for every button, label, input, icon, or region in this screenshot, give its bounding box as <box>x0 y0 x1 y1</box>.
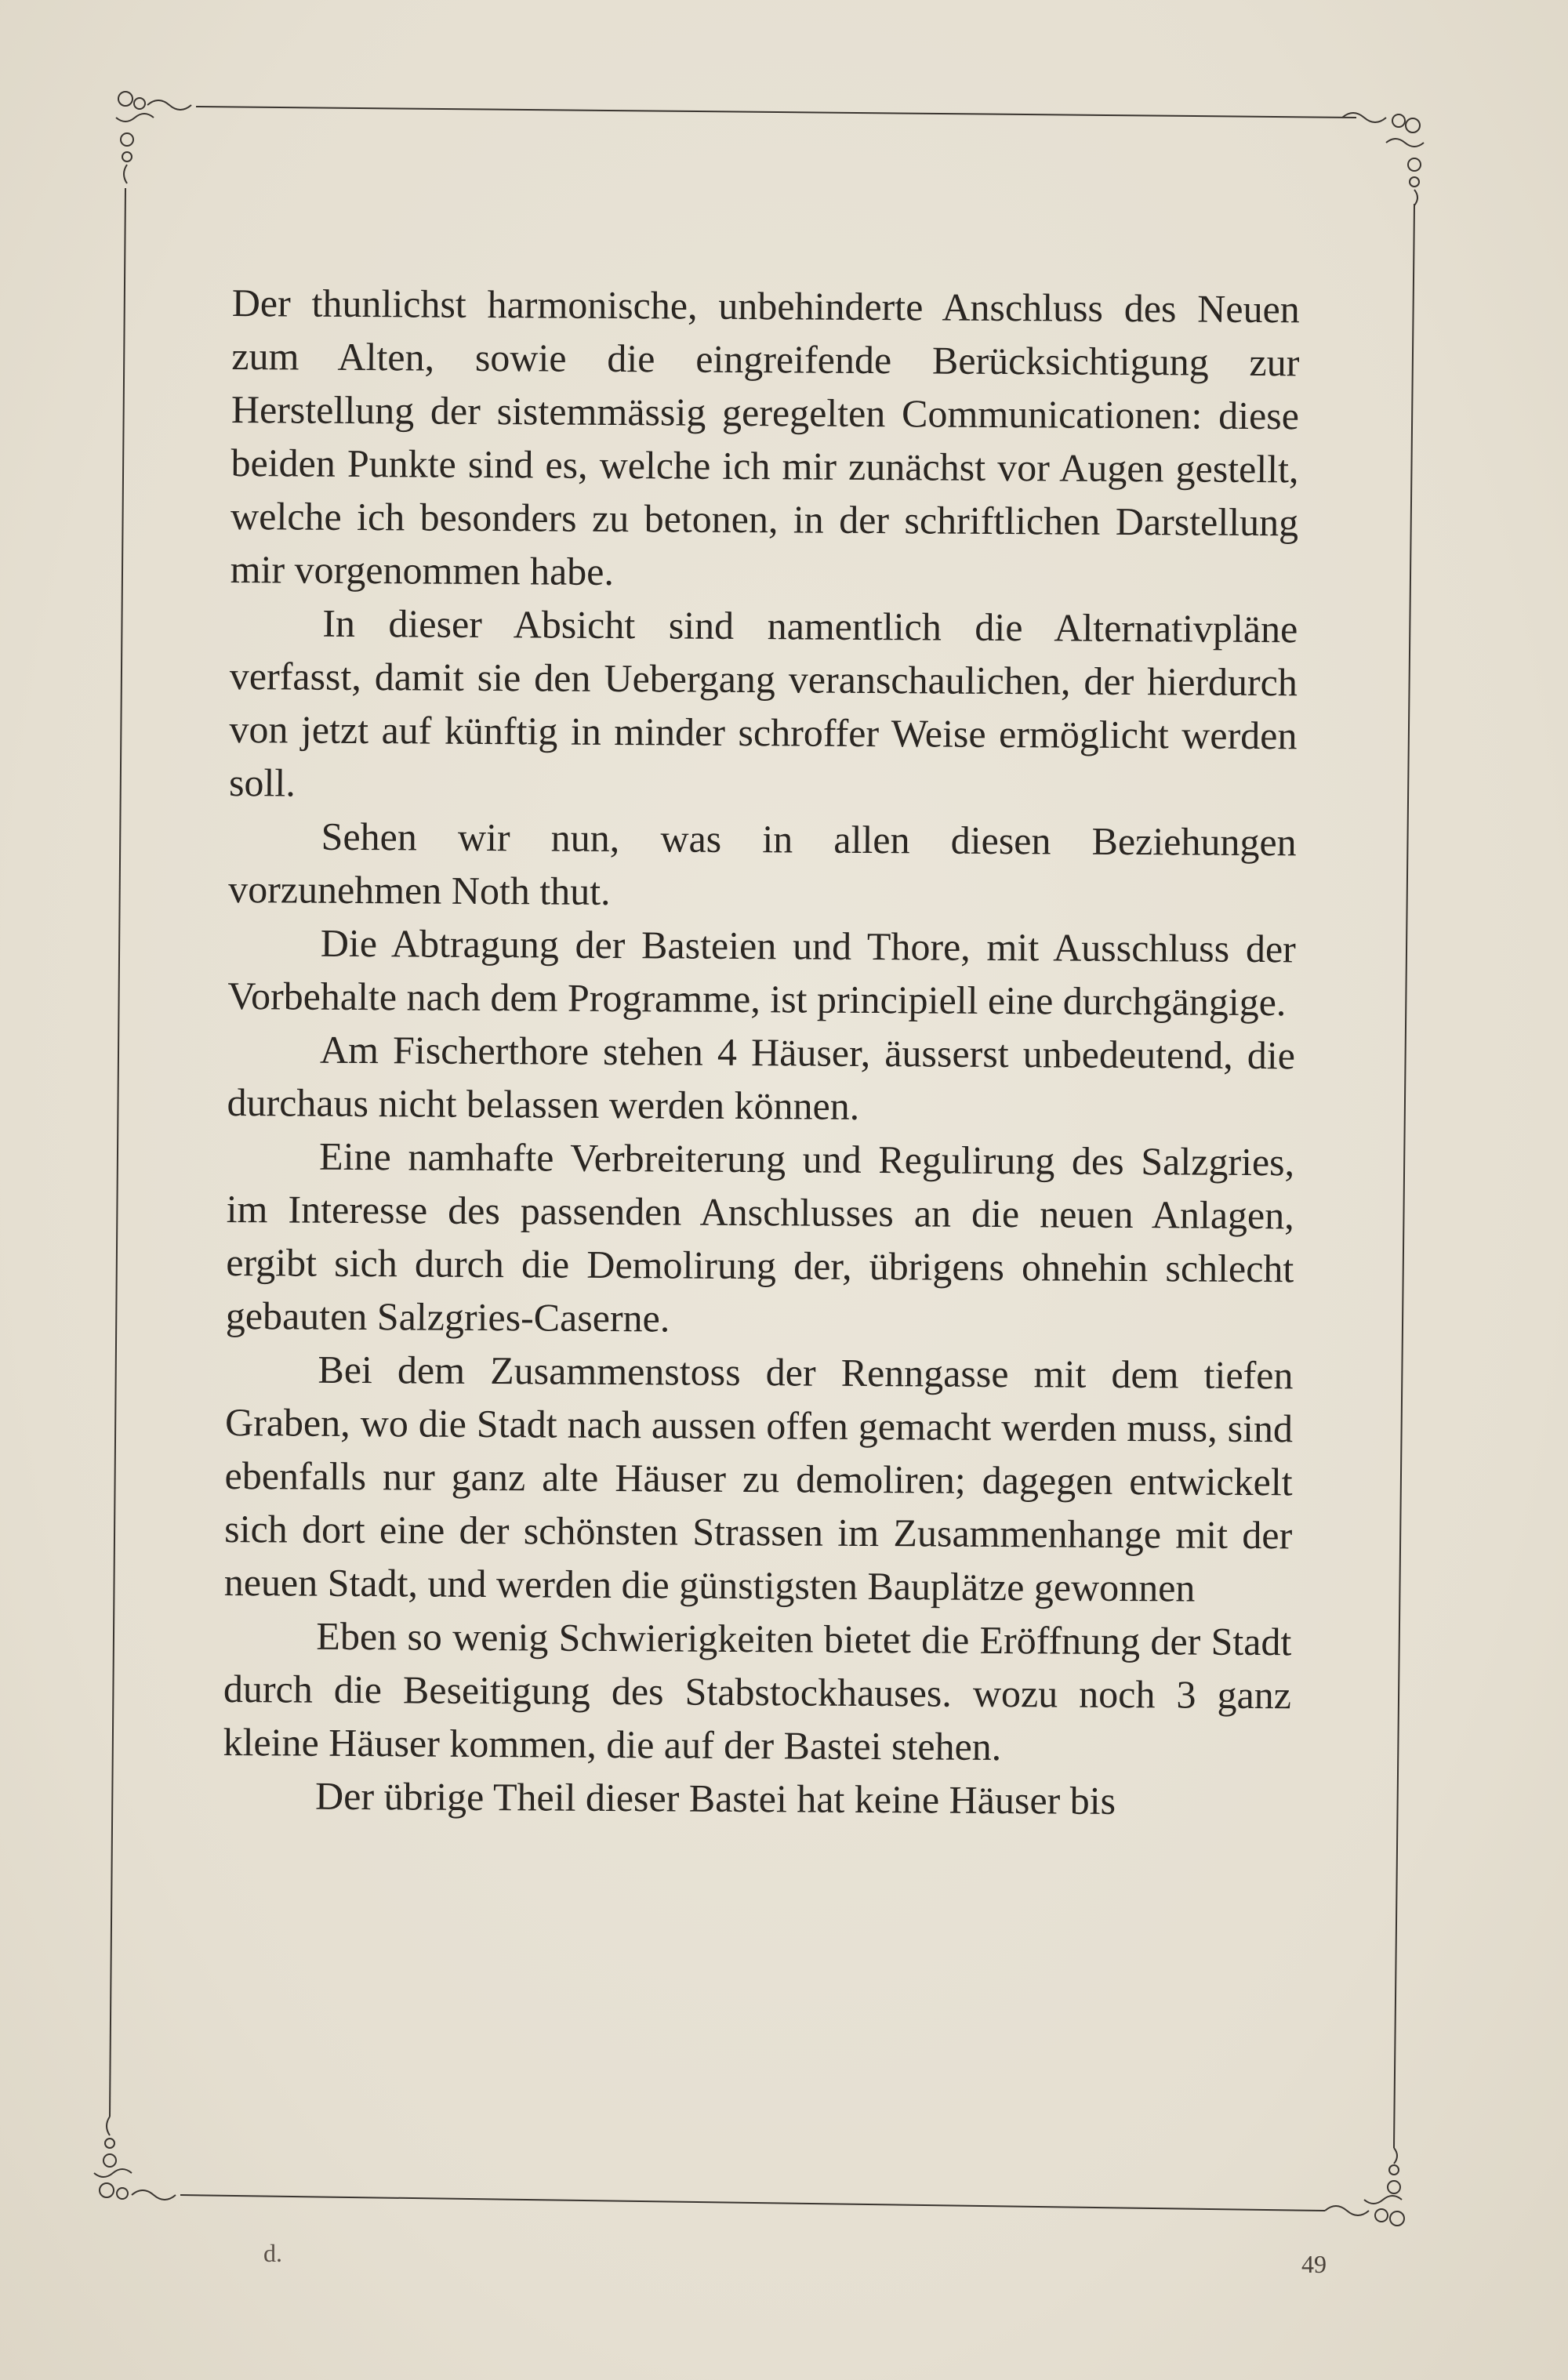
frame-bottom-line <box>180 2195 1325 2211</box>
frame-left-line <box>110 188 125 2117</box>
body-text <box>223 276 1300 1828</box>
corner-ornament-top-left <box>116 92 191 183</box>
signature-mark: d. <box>263 2239 282 2267</box>
paragraph: Am Fischerthore stehen 4 Häuser, äusserst unbedeutend, die durchaus nicht belassen werden können. <box>227 1027 1296 1128</box>
corner-ornament-bottom-left <box>94 2117 176 2200</box>
paragraph: Der übrige Theil dieser Bastei hat keine Häuser bis <box>314 1773 1116 1823</box>
paragraph: Eine namhafte Verbreiterung und Regulirung des Salzgries, im Interesse des passenden Anschlusses an die neuen Anlagen, ergibt sich durch die Demolirung der, übrigens ohnehin schlecht gebauten Salzgries-Caserne. <box>225 1134 1295 1341</box>
paragraph: Die Abtragung der Basteien und Thore, mit Ausschluss der Vorbehalte nach dem Programme, ist principiell eine durchgängige. <box>227 920 1296 1025</box>
corner-ornament-top-right <box>1342 113 1424 205</box>
frame-right-line <box>1394 204 1414 2148</box>
paragraph: Bei dem Zusammenstoss der Renngasse mit dem tiefen Graben, wo die Stadt nach aussen offen gemacht werden muss, sind ebenfalls nur ganz alte Häuser zu demoliren; dagegen entwickelt sich dort eine der schönsten Strassen im Zusammenhange mit der neuen Stadt, und werden die günstigsten Bauplätze gewonnen <box>223 1347 1294 1610</box>
paragraph: Eben so wenig Schwierigkeiten bietet die Eröffnung der Stadt durch die Beseitigung des Stabstockhauses. wozu noch 3 ganz kleine Häuser kommen, die auf der Bastei stehen. <box>223 1613 1292 1769</box>
paragraph: Der thunlichst harmonische, unbehinderte Anschluss des Neuen zum Alten, sowie die eingreifende Berücksichtigung zur Herstellung der sistemmässig geregelten Communicationen: diese beiden Punkte sind es, welche ich mir zunächst vor Augen gestellt, welche ich besonders zu betonen, in der schriftlichen Darstellung mir vorgenommen habe. <box>230 280 1300 593</box>
page-number: 49 <box>1301 2250 1327 2278</box>
paragraph: In dieser Absicht sind namentlich die Alternativpläne verfasst, damit sie den Uebergang veranschaulichen, der hierdurch von jetzt auf künftig in minder schroffer Weise ermöglicht werden soll. <box>228 600 1298 805</box>
frame-top-line <box>196 107 1356 118</box>
paragraph: Sehen wir nun, was in allen diesen Beziehungen vorzunehmen Noth thut. <box>228 814 1297 913</box>
corner-ornament-bottom-right <box>1325 2148 1404 2226</box>
